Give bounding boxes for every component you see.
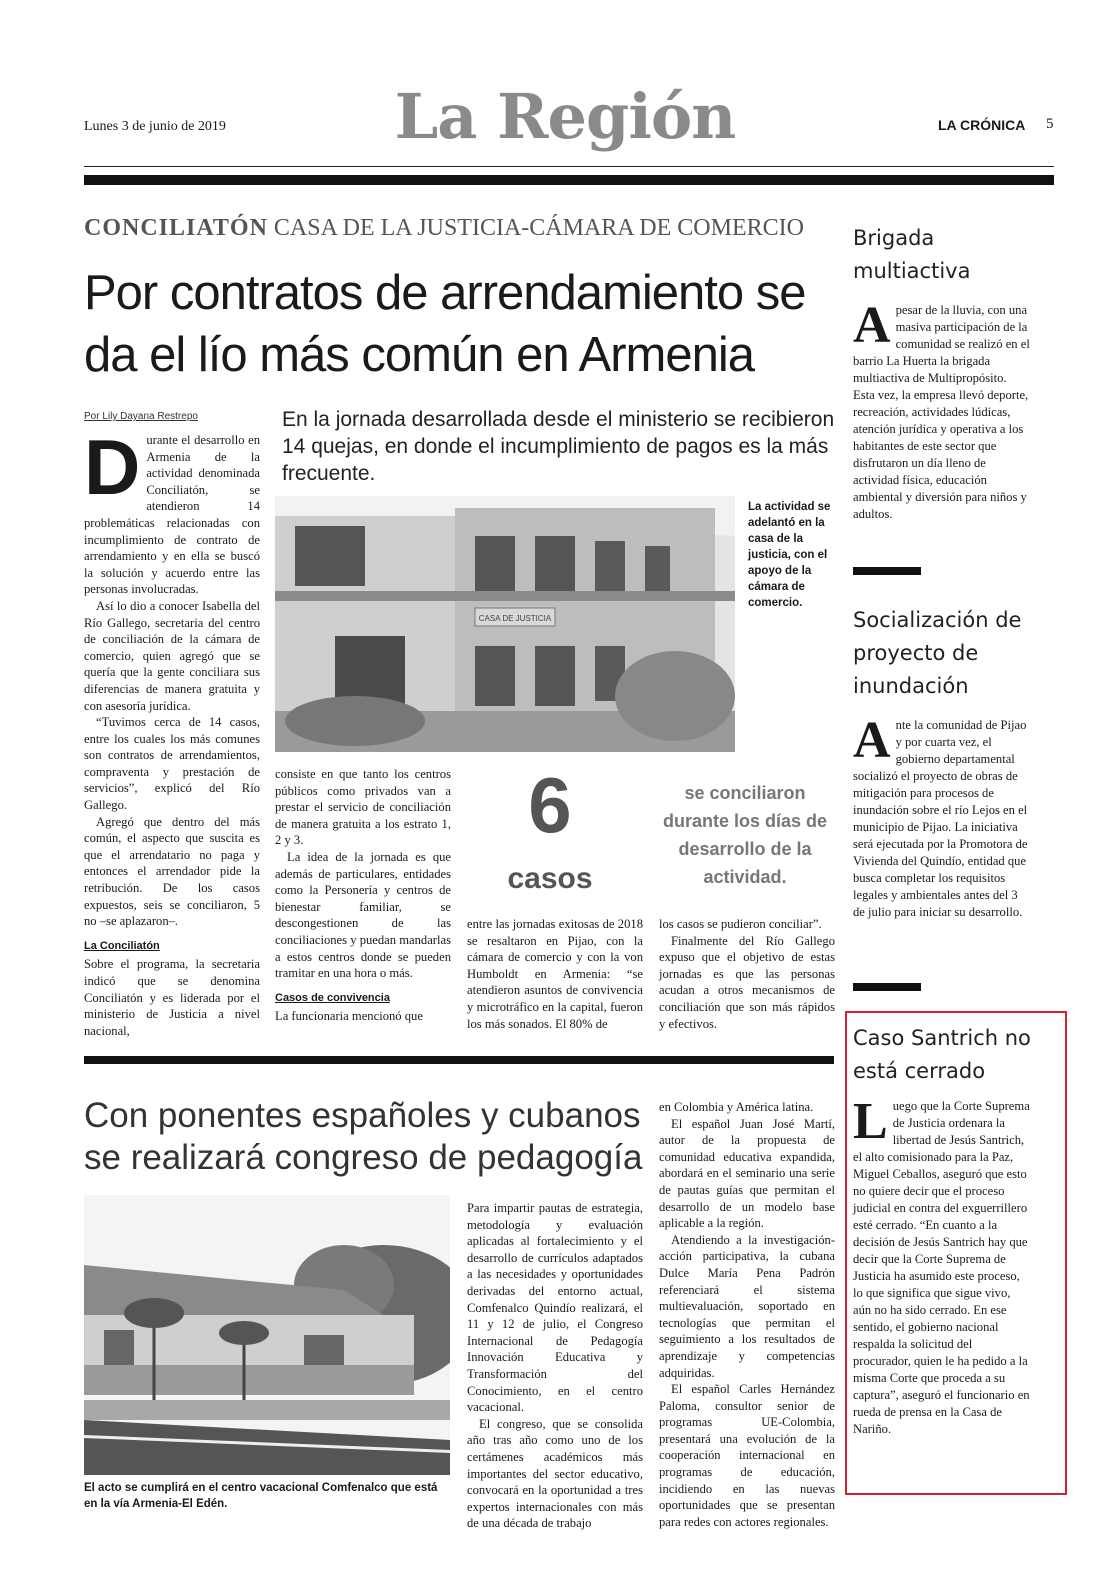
paragraph: consiste en que tanto los centros públicos como privados van a prestar el servicio de conciliación de manera gratuita a los estrato 1, 2 y 3. (275, 767, 451, 848)
dropcap: D (84, 423, 141, 511)
publication-name: LA CRÓNICA (938, 117, 1026, 133)
byline: Por Lily Dayana Restrepo (84, 411, 198, 422)
kicker-rest: CASA DE LA JUSTICIA-CÁMARA DE COMERCIO (267, 215, 804, 241)
article-deck: En la jornada desarrollada desde el ministerio se recibieron 14 quejas, en donde el incumplimiento de pagos es la más frecuente. (282, 408, 835, 485)
section-masthead: La Región (394, 80, 736, 153)
sidebar-story-brigada (853, 297, 1031, 523)
sidebar-body: uego que la Corte Suprema de Justicia ordenara la libertad de Jesús Santrich, el alto comisionado para la Paz, Miguel Ceballos, aseguró que esto no quiere decir que el proceso judicial en contra del exguerrillero esté cerrado. “En cuanto a la decisión de Jesús Santrich hay que decir que la Corte Suprema de Justicia ha asumido este proceso, lo que significa que sigue vivo, aún no ha sido cerrado. En ese sentido, el gobierno nacional respalda la solicitud del procurador, quien le ha pedido a la misma Corte que proceda a su captura”, aseguró el funcionario en rueda de prensa en la Casa de Nariño. (853, 1099, 1030, 1436)
main-column-4 (659, 916, 835, 1032)
sidebar-divider (853, 983, 921, 991)
main-headline: Por contratos de arrendamiento se da el lío más común en Armenia (84, 266, 806, 382)
sidebar-divider (853, 567, 921, 575)
main-photo (275, 496, 735, 752)
main-column-1 (84, 423, 260, 1039)
sidebar-body: pesar de la lluvia, con una masiva participación de la comunidad se realizó en el barrio La Huerta la brigada multiactiva de Multipropósito. Esta vez, la empresa llevó deporte, recreación, actividades lúdicas, atención jurídica y operativa a los habitantes de este sector que disfrutaron un día lleno de actividad física, educación ambiental y diversión para niños y adultos. (853, 303, 1030, 521)
paragraph: “Tuvimos cerca de 14 casos, entre los cuales los más comunes son contratos de arrendamientos, compraventa y prestación de servicios”, explicó del Río Gallego. (84, 715, 260, 813)
paragraph: El español Juan José Martí, autor de la propuesta de comunidad educativa expandida, abordará en el seminario una serie de pautas guías que permitan el desarrollo de un modelo base aplicable a la región. (659, 1116, 835, 1231)
article-kicker (84, 215, 804, 242)
paragraph: los casos se pudieron conciliar”. (659, 917, 822, 931)
main-column-3 (467, 916, 643, 1032)
paragraph: Atendiendo a la investigación-acción participativa, la cubana Dulce María Pena Padrón referenciará el sistema multievaluación, soportado en tecnologías que permitan el seguimiento a los resultados de aprendizaje y competencias adquiridas. (659, 1232, 835, 1380)
second-photo (84, 1195, 450, 1475)
sidebar-body: nte la comunidad de Pijao y por cuarta vez, el gobierno departamental socializó el proyecto de obras de mitigación para procesos de inundación sobre el río Lejos en el municipio de Pijao. La iniciativa será ejecutada por la Promotora de Vivienda del Quindío, entidad que busca completar los requisitos legales y ambientales antes del 3 de julio para iniciar su desarrollo. (853, 718, 1028, 919)
second-column-2 (659, 1099, 835, 1530)
sidebar-story-santrich (853, 1093, 1031, 1438)
dropcap: L (853, 1093, 888, 1150)
header-thick-rule (84, 175, 1054, 185)
section-divider (84, 1056, 834, 1064)
paragraph: Finalmente del Río Gallego expuso que el objetivo de estas jornadas es que las personas acudan a otros mecanismos de conciliación que son más rápidos y efectivos. (659, 933, 835, 1031)
second-column-1 (467, 1200, 643, 1532)
paragraph: La funcionaria mencionó que (275, 1009, 423, 1024)
main-column-2 (275, 766, 451, 1025)
paragraph: urante el desarrollo en Armenia de la actividad denominada Conciliatón, se atendieron 14 problemáticas relacionadas con incumplimiento de contrato de arrendamiento y en ella se buscó la solución y acuerdo entre las personas involucradas. (84, 433, 260, 597)
second-headline: Con ponentes españoles y cubanos se realizará congreso de pedagogía (84, 1096, 643, 1177)
house-illustration (275, 496, 735, 752)
main-photo-caption: La actividad se adelantó en la casa de la justicia, con el apoyo de la cámara de comercio. (748, 501, 831, 609)
dropcap: A (853, 712, 891, 769)
kicker-topic: CONCILIATÓN (84, 215, 268, 241)
paragraph: en Colombia y América latina. (659, 1100, 814, 1114)
sidebar-title-inundacion: Socialización de proyecto de inundación (853, 608, 1022, 698)
building-illustration (84, 1195, 450, 1475)
issue-date: Lunes 3 de junio de 2019 (84, 119, 226, 134)
paragraph: entre las jornadas exitosas de 2018 se resaltaron en Pijao, con la cámara de comercio y con la von Humboldt en Armenia: “se atendieron asuntos de convivencia y microtráfico en la capital, fueron los más sonados. El 80% de (467, 917, 643, 1031)
stat-description: se conciliaron durante los días de desarrollo de la actividad. (662, 783, 828, 887)
second-photo-caption: El acto se cumplirá en el centro vacacional Comfenalco que está en la vía Armenia-El Edén. (84, 1482, 438, 1510)
subheading: La Conciliatón (84, 939, 160, 952)
stat-unit: casos (507, 862, 593, 895)
paragraph: La idea de la jornada es que además de particulares, entidades como la Personería y centros de bienestar familiar, se descongestionen de las conciliaciones y puedan mandarlas a estos centros donde se pueden tramitar en una hora o más. (275, 849, 451, 981)
paragraph: Sobre el programa, la secretaria indicó que se denomina Conciliatón y es liderada por el ministerio de Justicia a nivel nacional, (84, 957, 260, 1038)
sidebar-title-brigada: Brigada multiactiva (853, 226, 971, 283)
sidebar-story-inundacion (853, 712, 1031, 921)
paragraph: El español Carles Hernández Paloma, consultor senior de programas UE-Colombia, presentará una evolución de la cooperación internacional en programas de educación, incidiendo en las nuevas oportunidades que se presentan para redes con actores regionales. (659, 1382, 835, 1529)
page-number: 5 (1046, 116, 1054, 132)
sidebar-title-santrich: Caso Santrich no está cerrado (853, 1026, 1031, 1083)
stat-number: 6 (528, 761, 572, 849)
subheading: Casos de convivencia (275, 991, 390, 1004)
paragraph: Para impartir pautas de estrategia, metodología y evaluación aplicadas al fortalecimiento y el desarrollo de currículos adaptados a las necesidades y oportunidades derivadas del entorno actual, Comfenalco Quindío realizará, el 11 y 12 de julio, el Congreso Internacional de Pedagogía Innovación Educativa y Transformación del Conocimiento, en el centro vacacional. (467, 1201, 643, 1415)
paragraph: El congreso, que se consolida año tras año como uno de los certámenes académicos más importantes del sector educativo, convocará en la oportunidad a tres expertos internacionales con más de una década de trabajo (467, 1416, 643, 1531)
dropcap: A (853, 297, 891, 354)
paragraph: Así lo dio a conocer Isabella del Río Gallego, secretaria del centro de conciliación de la cámara de comercio, quien agregó que se quería que la gente conciliara sus diferencias de manera gratuita y con asesoría jurídica. (84, 598, 260, 713)
header-thin-rule (84, 166, 1054, 167)
paragraph: Agregó que dentro del más común, el aspecto que suscita es que el arrendatario no paga y entonces el arrendador pide la retribución. De los casos expuestos, seis se conciliaron, 5 no –se aplazaron–. (84, 814, 260, 929)
building-sign-text: CASA DE JUSTICIA (478, 614, 552, 623)
